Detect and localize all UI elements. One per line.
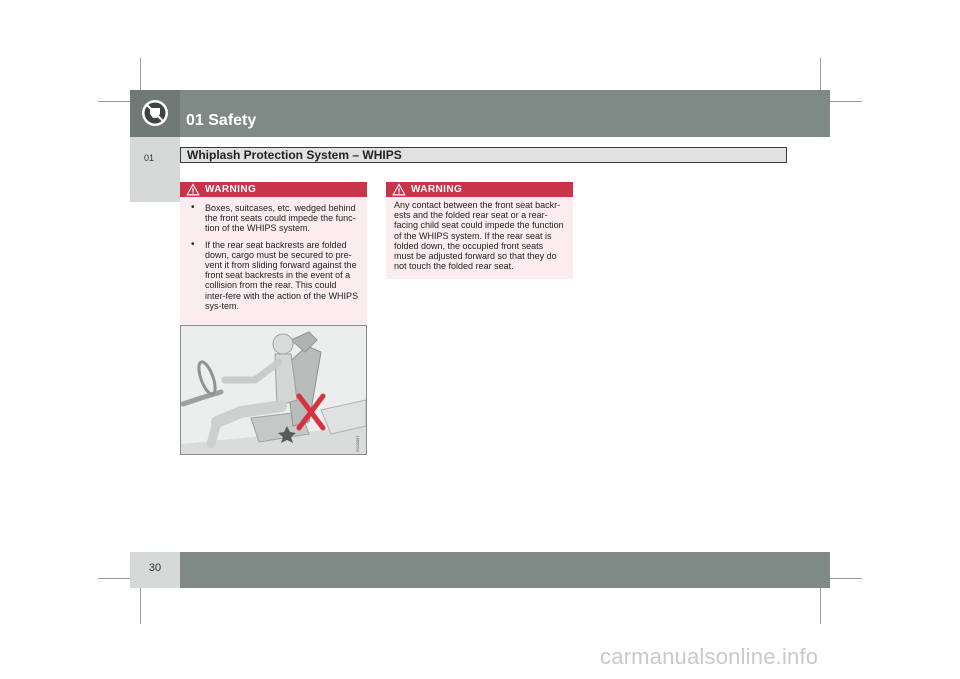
chapter-title: 01 Safety (186, 112, 257, 129)
warning-body: Any contact between the front seat backr-ests and the folded rear seat or a rear-facing child seat could impede the function of the WHIPS system. If the rear seat is folded down, the occupied front seats must be adjusted forward so that they do not touch the folded rear seat. (394, 200, 564, 272)
warning-bullet-list (188, 203, 359, 311)
warning-bullet: • Boxes, suitcases, etc. wedged behind the front seats could impede the func-tion of the WHIPS system. (188, 203, 359, 234)
warning-header (180, 182, 367, 197)
warning-box (180, 182, 367, 325)
airbag-off-icon (130, 90, 180, 137)
chapter-icon-box (130, 90, 180, 137)
warning-label: WARNING (205, 184, 257, 195)
seat-illustration (180, 325, 367, 455)
warning-label: WARNING (411, 184, 463, 195)
warning-box (386, 182, 573, 279)
watermark: carmanualsonline.info (600, 644, 819, 669)
page-number: 30 (148, 562, 162, 574)
footer-bar (130, 552, 830, 588)
warning-triangle-icon (392, 183, 406, 196)
section-title: Whiplash Protection System – WHIPS (180, 147, 787, 163)
figure-code: G026097 (355, 435, 360, 452)
crash-dummy-seat-illustration (181, 326, 366, 454)
warning-bullet: • If the rear seat backrests are folded down, cargo must be secured to pre-vent it from sliding forward against the front seat backrests in the event of a collision from the rear. This could inter-fere with the action of the WHIPS sys-tem. (188, 240, 359, 311)
warning-header (386, 182, 573, 197)
chapter-side-tab (130, 137, 180, 202)
chapter-side-tab-label: 01 (144, 153, 155, 163)
warning-triangle-icon (186, 183, 200, 196)
warning-body (180, 197, 367, 325)
